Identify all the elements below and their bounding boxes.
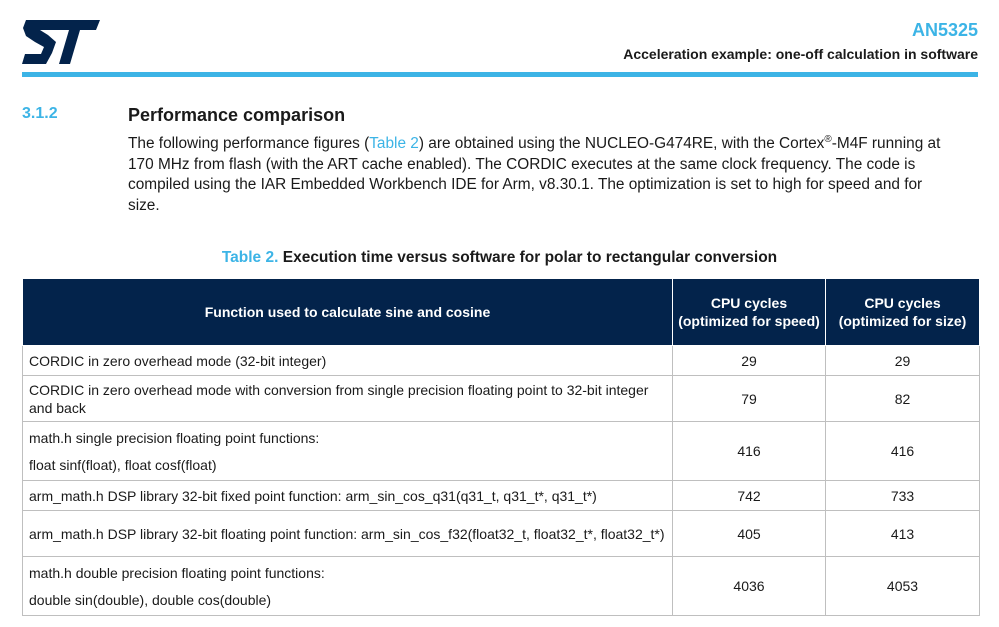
section-paragraph: The following performance figures (Table 2) are obtained using the NUCLEO-G474RE, with the Cortex®-M4F running at 170 MHz from flash (with the ART cache enabled). The CORDIC executes at the same clock frequency. The code is compiled using the IAR Embedded Workbench IDE for Arm, v8.30.1. The optimization is set to high for speed and for size. [128,133,941,214]
row-function: math.h double precision floating point functions: double sin(double), double cos(double) [23,557,673,616]
header-function: Function used to calculate sine and cosine [23,279,673,346]
row-function: arm_math.h DSP library 32-bit floating point function: arm_sin_cos_f32(float32_t, float32_t*, float32_t*) [23,511,673,557]
row-speed: 29 [673,346,826,376]
document-id: AN5325 [911,20,978,40]
performance-table [22,278,980,616]
row-function: arm_math.h DSP library 32-bit fixed point function: arm_sin_cos_q31(q31_t, q31_t*, q31_t*) [23,481,673,511]
table-row [23,557,980,616]
row-function: CORDIC in zero overhead mode (32-bit integer) [23,346,673,376]
table-row [23,376,980,422]
table-row [23,481,980,511]
table-row [23,346,980,376]
row-speed: 4036 [673,557,826,616]
row-speed: 416 [673,422,826,481]
row-speed: 405 [673,511,826,557]
row-function: math.h single precision floating point functions: float sinf(float), float cosf(float) [23,422,673,481]
header-speed: CPU cycles (optimized for speed) [673,279,826,346]
document-subtitle: Acceleration example: one-off calculation in software [623,46,978,62]
row-size: 416 [826,422,980,481]
registered-mark: ® [824,133,832,145]
row-size: 413 [826,511,980,557]
table-header-row [23,279,980,346]
table-2-link[interactable]: Table 2 [369,135,419,152]
header-size: CPU cycles (optimized for size) [826,279,980,346]
table-row [23,511,980,557]
row-size: 733 [826,481,980,511]
st-logo [22,20,100,64]
row-speed: 79 [673,376,826,422]
row-size: 29 [826,346,980,376]
row-size: 4053 [826,557,980,616]
section-number: 3.1.2 [22,105,58,122]
header-divider [22,72,978,77]
table-caption-text: Execution time versus software for polar to rectangular conversion [282,249,778,266]
row-size: 82 [826,376,980,422]
table-number: Table 2. [221,249,279,266]
table-row [23,422,980,481]
section-title: Performance comparison [128,105,346,125]
row-function: CORDIC in zero overhead mode with conversion from single precision floating point to 32-bit integer and back [23,376,673,422]
row-speed: 742 [673,481,826,511]
table-caption [0,249,999,267]
